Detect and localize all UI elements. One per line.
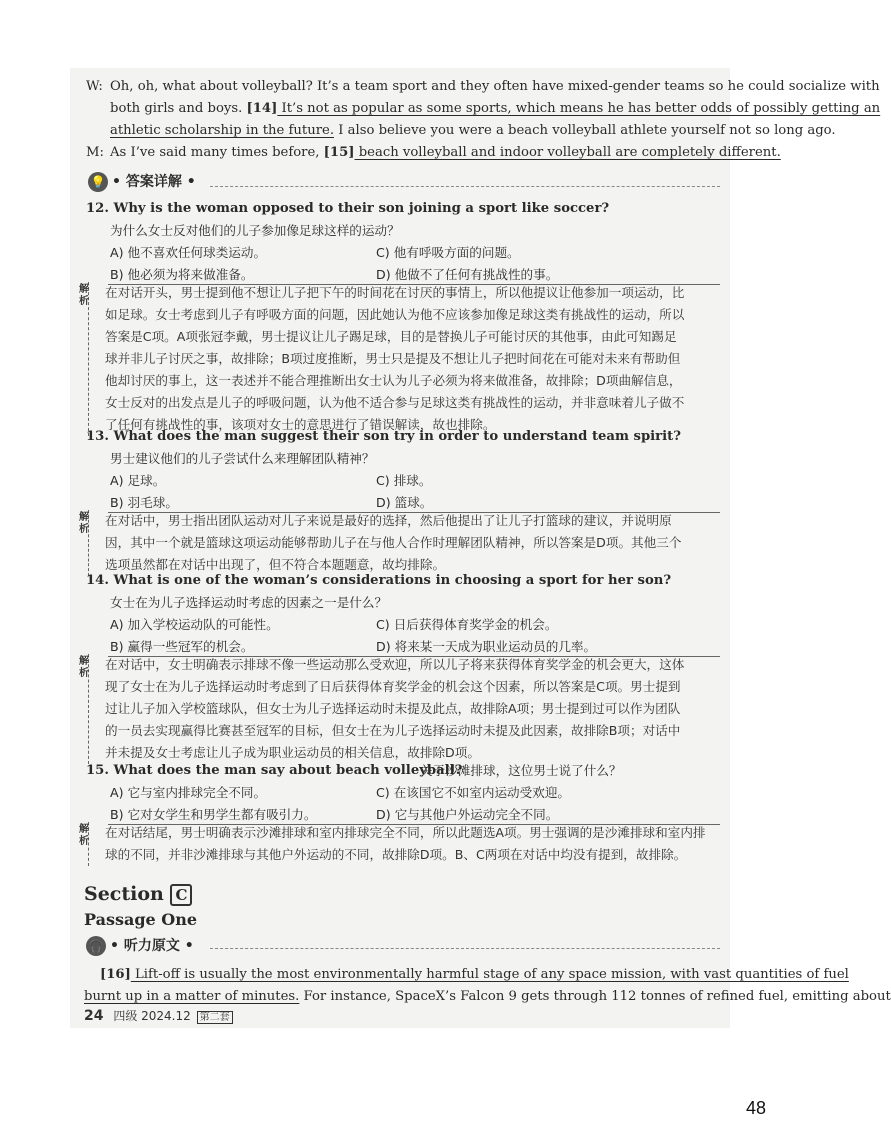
- option-b: B) 羽毛球。: [110, 495, 178, 510]
- question-translation: 为什么女士反对他们的儿子参加像足球这样的运动？: [110, 223, 400, 238]
- explanation-line: 在对话中，男士指出团队运动对儿子来说是最好的选择，然后他提出了让儿子打篮球的建议，并说明原: [105, 513, 672, 528]
- explanation-label: 解析: [79, 284, 89, 307]
- footer: [84, 1008, 233, 1026]
- lightbulb-icon: 💡: [88, 172, 108, 192]
- transcript-line: [110, 120, 836, 142]
- section-title-text: Section: [84, 883, 164, 905]
- underlined-text: burnt up in a matter of minutes.: [84, 989, 300, 1004]
- section-title: [84, 882, 192, 906]
- explanation-line: 在对话开头，男士提到他不想让儿子把下午的时间花在讨厌的事情上，所以他提议让他参加一项运动，比: [105, 285, 685, 300]
- listening-divider: [210, 948, 720, 949]
- explanation-box: [79, 654, 721, 764]
- passage-line: [84, 986, 891, 1008]
- transcript-line: [110, 76, 880, 98]
- underlined-text: Lift-off is usually the most environmentally harmful stage of any space mission, with vast quantities of fuel: [130, 967, 849, 982]
- footer-page: 24: [84, 1008, 104, 1024]
- option-c: C) 排球。: [376, 473, 432, 488]
- option-b: B) 赢得一些冠军的机会。: [110, 639, 254, 654]
- explanation-box: [79, 822, 721, 866]
- footer-set: 第二套: [197, 1011, 233, 1024]
- underlined-text: athletic scholarship in the future.: [110, 123, 335, 138]
- explanation-line: 在对话中，女士明确表示排球不像一些运动那么受欢迎，所以儿子将来获得体育奖学金的机会更大，这体: [105, 657, 685, 672]
- speaker-label: W:: [86, 79, 103, 94]
- passage-title: Passage One: [84, 910, 198, 929]
- section-letter-badge: [170, 884, 192, 906]
- explanation-line: 并未提及女士考虑让儿子成为职业运动员的相关信息，故排除D项。: [105, 745, 480, 760]
- explanation-line: 如足球。女士考虑到儿子有呼吸方面的问题，因此她认为他不应该参加像足球这类有挑战性的运动，所以: [105, 307, 685, 322]
- footer-journal: 四级 2024.12: [113, 1009, 191, 1023]
- transcript-line: [110, 142, 781, 164]
- section-letter: C: [175, 886, 188, 904]
- question-text: 14. What is one of the woman’s considerations in choosing a sport for her son?: [86, 573, 672, 588]
- text-run: I also believe you were a beach volleyball athlete yourself not so long ago.: [334, 123, 836, 138]
- explanation-box: [79, 282, 721, 436]
- explanation-box: [79, 510, 721, 576]
- question-translation: 男士建议他们的儿子尝试什么来理解团队精神？: [110, 451, 375, 466]
- option-d: D) 将来某一天成为职业运动员的几率。: [376, 639, 597, 654]
- text-run: [14]: [246, 101, 278, 116]
- explanation-label: 解析: [79, 824, 89, 847]
- option-a: A) 足球。: [110, 473, 166, 488]
- listening-header: • 听力原文 •: [110, 938, 194, 954]
- question-translation: 关于沙滩排球，这位男士说了什么？: [420, 763, 622, 778]
- page-number: 48: [746, 1098, 767, 1118]
- option-c: C) 他有呼吸方面的问题。: [376, 245, 520, 260]
- option-c: C) 日后获得体育奖学金的机会。: [376, 617, 558, 632]
- option-a: A) 它与室内排球完全不同。: [110, 785, 267, 800]
- question-translation: 女士在为儿子选择运动时考虑的因素之一是什么？: [110, 595, 388, 610]
- explanation-line: 女士反对的出发点是儿子的呼吸问题，认为他不适合参与足球这类有挑战性的运动，并非意味着儿子做不: [105, 395, 685, 410]
- explanation-line: 的一员去实现赢得比赛甚至冠军的目标，但女士在为儿子选择运动时未提及此因素，故排除B项；对话中: [105, 723, 681, 738]
- explanation-text: [105, 654, 721, 764]
- text-run: [16]: [100, 967, 131, 982]
- explanation-line: 现了女士在为儿子选择运动时考虑到了日后获得体育奖学金的机会这个因素，所以答案是C项。男士提到: [105, 679, 681, 694]
- option-a: A) 他不喜欢任何球类运动。: [110, 245, 267, 260]
- option-b: B) 它对女学生和男学生都有吸引力。: [110, 807, 317, 822]
- explanation-label: 解析: [79, 656, 89, 679]
- option-b: B) 他必须为将来做准备。: [110, 267, 254, 282]
- option-c: C) 在该国它不如室内运动受欢迎。: [376, 785, 571, 800]
- text-run: For instance, SpaceX’s Falcon 9 gets through 112 tonnes of refined fuel, emitting about: [299, 989, 891, 1004]
- answers-header: • 答案详解 •: [112, 174, 196, 190]
- explanation-line: 因，其中一个就是篮球这项运动能够帮助儿子在与他人合作时理解团队精神，所以答案是D项。其他三个: [105, 535, 682, 550]
- question-text: 12. Why is the woman opposed to their son joining a sport like soccer?: [86, 201, 610, 216]
- explanation-line: 过让儿子加入学校篮球队，但女士为儿子选择运动时未提及此点，故排除A项；男士提到过可以作为团队: [105, 701, 681, 716]
- text-run: [15]: [323, 145, 355, 160]
- explanation-text: [105, 282, 721, 436]
- option-d: D) 它与其他户外运动完全不同。: [376, 807, 559, 822]
- explanation-line: 他却讨厌的事上，这一表述并不能合理推断出女士认为儿子必须为将来做准备，故排除；D项曲解信息，: [105, 373, 682, 388]
- question-text: 13. What does the man suggest their son try in order to understand team spirit?: [86, 429, 681, 444]
- option-a: A) 加入学校运动队的可能性。: [110, 617, 279, 632]
- underlined-text: It’s not as popular as some sports, which means he has better odds of possibly getting an: [277, 101, 881, 116]
- transcript-line: [110, 98, 880, 120]
- explanation-line: 球的不同，并非沙滩排球与其他户外运动的不同，故排除D项。B、C两项在对话中均没有提到，故排除。: [105, 847, 687, 862]
- question-text: 15. What does the man say about beach volleyball?: [86, 763, 463, 778]
- header-divider: [210, 186, 720, 187]
- text-run: As I’ve said many times before,: [110, 145, 324, 160]
- underlined-text: beach volleyball and indoor volleyball are completely different.: [354, 145, 781, 160]
- explanation-line: 球并非儿子讨厌之事，故排除；B项过度推断，男士只是提及不想让儿子把时间花在可能对未来有帮助但: [105, 351, 681, 366]
- explanation-line: 选项虽然都在对话中出现了，但不符合本题题意，故均排除。: [105, 557, 446, 572]
- speaker-label: M:: [86, 145, 104, 160]
- passage-line: [100, 964, 849, 986]
- explanation-label: 解析: [79, 512, 89, 535]
- explanation-text: [105, 510, 721, 576]
- explanation-line: 答案是C项。A项张冠李戴，男士提议让儿子踢足球，目的是替换儿子可能讨厌的其他事，由此可知踢足: [105, 329, 677, 344]
- option-d: D) 他做不了任何有挑战性的事。: [376, 267, 559, 282]
- headphones-icon: 🎧: [86, 936, 106, 956]
- option-d: D) 篮球。: [376, 495, 433, 510]
- explanation-line: 在对话结尾，男士明确表示沙滩排球和室内排球完全不同，所以此题选A项。男士强调的是沙滩排球和室内排: [105, 825, 706, 840]
- explanation-text: [105, 822, 721, 866]
- explanation-line: 了任何有挑战性的事，该项对女士的意思进行了错误解读，故也排除。: [105, 417, 496, 432]
- text-run: Oh, oh, what about volleyball? It’s a team sport and they often have mixed-gender teams so he could socialize with: [110, 79, 880, 94]
- text-run: both girls and boys.: [110, 101, 247, 116]
